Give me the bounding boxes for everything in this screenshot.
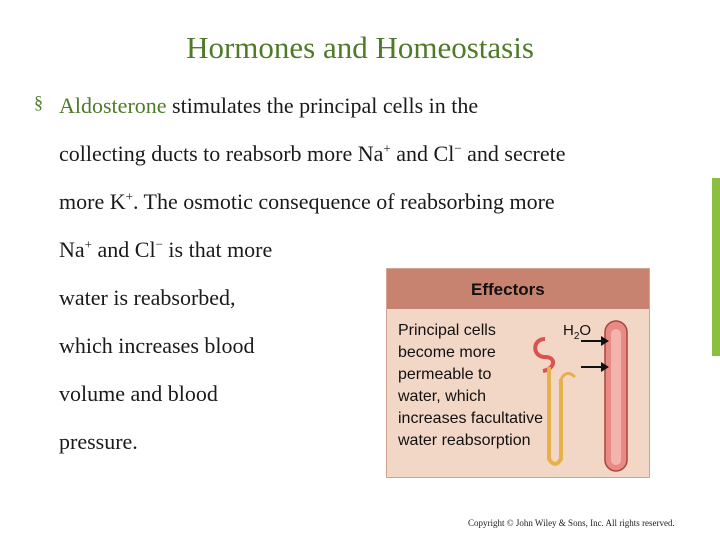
paragraph-line-1 — [59, 92, 478, 120]
nephron-glomerulus-icon — [535, 339, 553, 371]
line-1-rest: stimulates the principal cells in the — [166, 93, 479, 118]
paragraph-line-6: which increases blood — [59, 333, 255, 358]
collecting-duct-lumen-icon — [611, 329, 621, 465]
paragraph-line-5: water is reabsorbed, — [59, 285, 236, 310]
line-3-b: . The osmotic consequence of reabsorbing more — [132, 189, 555, 214]
sup-minus: − — [454, 140, 462, 156]
h2o-label: $H_2O$ — [563, 322, 592, 342]
figure-line-5: increases facultative — [398, 410, 543, 427]
line-2-a: collecting ducts to reabsorb more Na — [59, 141, 384, 166]
accent-bar — [712, 178, 720, 356]
paragraph-line-4 — [59, 236, 272, 264]
copyright-notice: Copyright © John Wiley & Sons, Inc. All rights reserved. — [468, 518, 675, 528]
figure-line-6: water reabsorption — [398, 432, 531, 449]
effectors-figure — [386, 268, 650, 478]
figure-header-label: Effectors — [471, 280, 545, 299]
sup-plus: + — [125, 188, 133, 204]
sup-minus: − — [155, 236, 163, 252]
figure-header — [387, 269, 649, 309]
figure-line-4: water, which — [398, 388, 487, 405]
nephron-illustration — [527, 309, 647, 475]
term-aldosterone: Aldosterone — [59, 93, 167, 118]
line-2-c: and secrete — [461, 141, 566, 166]
line-4-c: is that more — [162, 237, 273, 262]
figure-line-1: Principal cells — [398, 322, 496, 339]
loop-of-henle-icon — [549, 367, 561, 464]
bullet-icon: § — [34, 92, 43, 112]
figure-line-2: become more — [398, 344, 496, 361]
sup-plus: + — [383, 140, 391, 156]
distal-tubule-icon — [561, 373, 575, 379]
paragraph-line-7: volume and blood — [59, 381, 218, 406]
paragraph-line-3 — [59, 188, 555, 216]
line-4-a: Na — [59, 237, 85, 262]
line-2-b: and Cl — [390, 141, 455, 166]
sup-plus: + — [84, 236, 92, 252]
figure-line-3: permeable to — [398, 366, 492, 383]
line-3-a: more K — [59, 189, 126, 214]
paragraph-line-2 — [59, 140, 565, 168]
slide-title: Hormones and Homeostasis — [186, 30, 534, 65]
paragraph-line-8: pressure. — [59, 429, 138, 454]
line-4-b: and Cl — [92, 237, 156, 262]
